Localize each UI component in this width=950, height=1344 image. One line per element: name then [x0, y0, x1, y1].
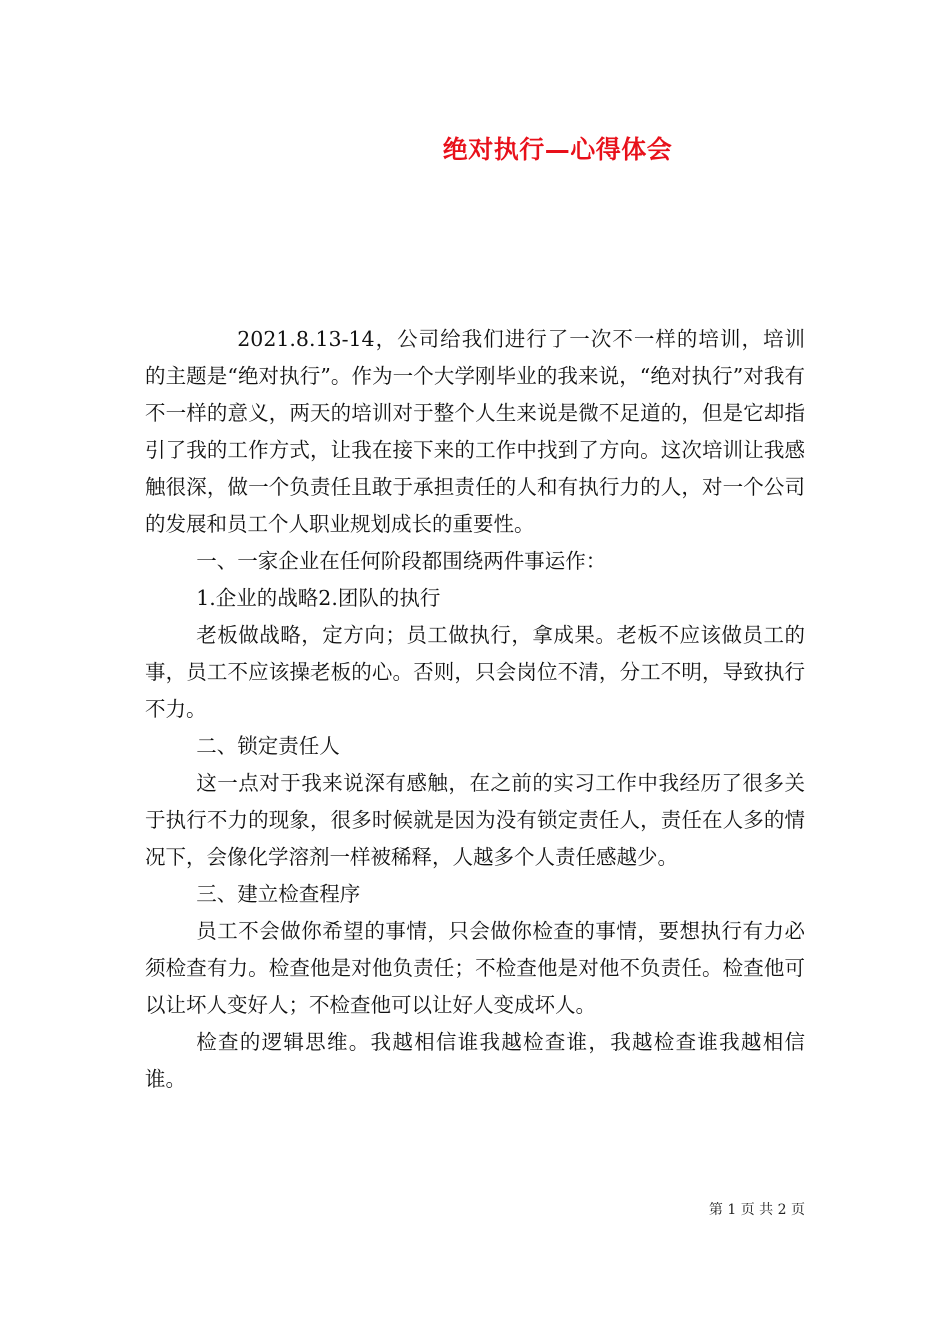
document-title: 绝对执行—心得体会 — [442, 135, 673, 164]
paragraph-responsibility: 这一点对于我来说深有感触，在之前的实习工作中我经历了很多关于执行不力的现象，很多时候就是因为没有锁定责任人，责任在人多的情况下，会像化学溶剂一样被稀释，人越多个人责任感越少。 — [145, 771, 805, 869]
page-number-footer: 第 1 页 共 2 页 — [708, 1202, 805, 1218]
paragraph-boss-employee: 老板做战略，定方向；员工做执行，拿成果。老板不应该做员工的事，员工不应该操老板的心。否则，只会岗位不清，分工不明，导致执行不力。 — [145, 623, 805, 721]
paragraph-inspection-logic: 检查的逻辑思维。我越相信谁我越检查谁，我越检查谁我越相信谁。 — [145, 1030, 805, 1091]
document-body — [145, 321, 805, 1098]
heading-section-two: 二、锁定责任人 — [196, 734, 340, 758]
paragraph-intro: 2021.8.13-14，公司给我们进行了一次不一样的培训，培训的主题是“绝对执行”。作为一个大学刚毕业的我来说，“绝对执行”对我有不一样的意义，两天的培训对于整个人生来说是微不足道的，但是它却指引了我的工作方式，让我在接下来的工作中找到了方向。这次培训让我感触很深，做一个负责任且敢于承担责任的人和有执行力的人，对一个公司的发展和员工个人职业规划成长的重要性。 — [145, 327, 805, 536]
heading-section-one: 一、一家企业在任何阶段都围绕两件事运作： — [196, 549, 607, 573]
list-item-strategy-execution: 1.企业的战略2.团队的执行 — [196, 586, 441, 610]
heading-section-three: 三、建立检查程序 — [196, 882, 361, 906]
paragraph-inspection: 员工不会做你希望的事情，只会做你检查的事情，要想执行有力必须检查有力。检查他是对他负责任；不检查他是对他不负责任。检查他可以让坏人变好人；不检查他可以让好人变成坏人。 — [145, 919, 805, 1017]
